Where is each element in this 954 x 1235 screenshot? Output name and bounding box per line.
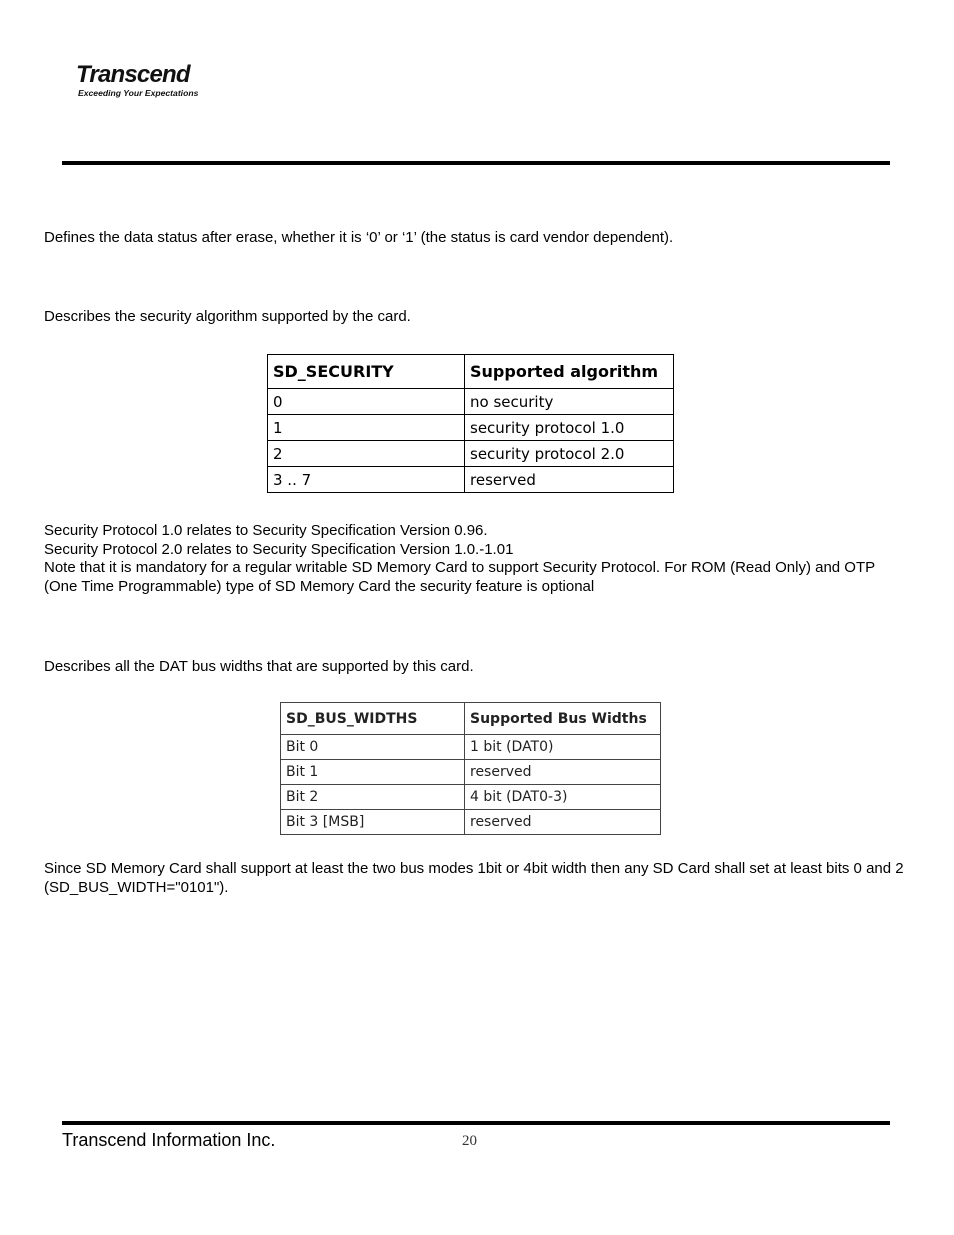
table-cell: 1 — [268, 415, 465, 441]
table-row — [281, 735, 661, 760]
table-row — [281, 810, 661, 835]
table-row — [268, 441, 674, 467]
company-logo — [76, 62, 198, 98]
security-note-1: Security Protocol 1.0 relates to Security Specification Version 0.96. — [44, 522, 488, 539]
table-cell: Bit 2 — [281, 785, 465, 810]
page-number: 20 — [462, 1133, 477, 1149]
footer-divider — [62, 1121, 890, 1125]
table-cell: reserved — [465, 760, 661, 785]
table-cell: security protocol 1.0 — [465, 415, 674, 441]
logo-wordmark: Transcend — [76, 61, 190, 88]
erase-status-paragraph: Defines the data status after erase, whether it is ‘0’ or ‘1’ (the status is card vendor dependent). — [44, 229, 674, 246]
bus-note-paragraph: Since SD Memory Card shall support at least the two bus modes 1bit or 4bit width then any SD Card shall set at least bits 0 and 2 (SD_BUS_WIDTH="0101"). — [44, 860, 904, 896]
bus-widths-table — [280, 702, 661, 835]
header-divider — [62, 161, 890, 165]
table-cell: Bit 3 [MSB] — [281, 810, 465, 835]
table-row — [268, 389, 674, 415]
bus-intro-paragraph: Describes all the DAT bus widths that are supported by this card. — [44, 658, 474, 675]
footer-company-name: Transcend Information Inc. — [62, 1130, 276, 1150]
table-cell: no security — [465, 389, 674, 415]
security-note-3: Note that it is mandatory for a regular writable SD Memory Card to support Security Protocol. For ROM (Read Only) and OTP (One Time Programmable) type of SD Memory Card the security feature is optional — [44, 559, 875, 595]
table-cell: 0 — [268, 389, 465, 415]
table-cell: security protocol 2.0 — [465, 441, 674, 467]
security-table — [267, 354, 674, 493]
table-cell: Bit 1 — [281, 760, 465, 785]
table-cell: 4 bit (DAT0-3) — [465, 785, 661, 810]
table-header-row — [268, 355, 674, 389]
table-header-cell: Supported Bus Widths — [465, 703, 661, 735]
table-cell: 1 bit (DAT0) — [465, 735, 661, 760]
table-row — [281, 760, 661, 785]
table-header-cell: SD_SECURITY — [268, 355, 465, 389]
table-cell: 2 — [268, 441, 465, 467]
table-row — [281, 785, 661, 810]
table-cell: Bit 0 — [281, 735, 465, 760]
table-header-row — [281, 703, 661, 735]
table-cell: reserved — [465, 810, 661, 835]
security-note-2: Security Protocol 2.0 relates to Security Specification Version 1.0.-1.01 — [44, 541, 514, 558]
logo-tagline: Exceeding Your Expectations — [78, 88, 199, 98]
table-cell: 3 .. 7 — [268, 467, 465, 493]
table-header-cell: SD_BUS_WIDTHS — [281, 703, 465, 735]
table-row — [268, 415, 674, 441]
security-intro-paragraph: Describes the security algorithm supported by the card. — [44, 308, 411, 325]
table-cell: reserved — [465, 467, 674, 493]
table-header-cell: Supported algorithm — [465, 355, 674, 389]
table-row — [268, 467, 674, 493]
